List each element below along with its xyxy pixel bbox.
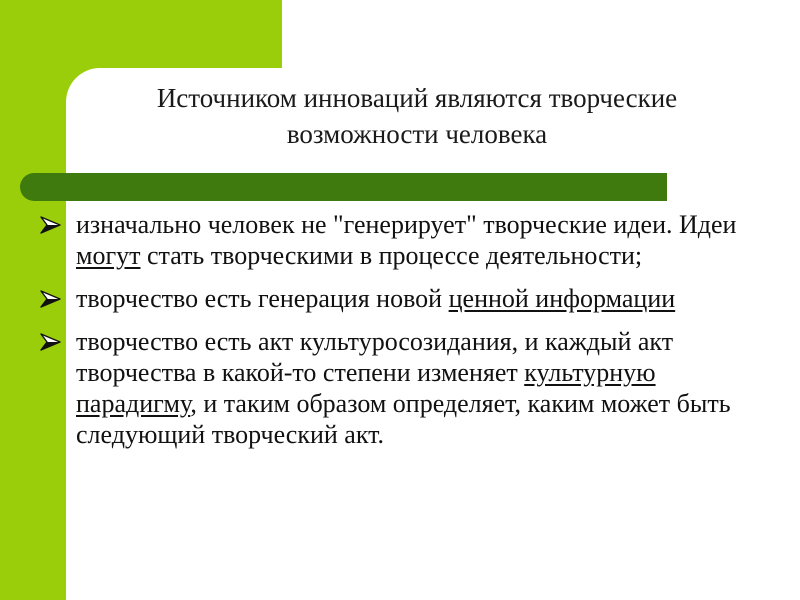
bullet-item-2 <box>40 283 770 314</box>
slide-title-line-1: Источником инноваций являются творческие <box>156 83 678 113</box>
bullet-3-underlined-text: культурную парадигму <box>76 358 656 418</box>
arrowhead-bullet-icon <box>40 215 62 235</box>
arrowhead-bullet-icon <box>40 332 62 352</box>
arrowhead-bullet-icon <box>40 289 62 309</box>
bullet-item-3 <box>40 326 770 450</box>
bullet-3-text-end: , и таким образом определяет, каким может быть следующий творческий акт. <box>76 389 731 449</box>
slide-title <box>92 80 742 152</box>
bullet-1-text-end: стать творческими в процессе деятельности; <box>140 241 643 270</box>
slide-title-line-2: возможности человека <box>286 119 548 149</box>
title-divider-bar <box>20 173 667 201</box>
bullet-3-text: творчество есть акт культуросозидания, и каждый акт творчества в какой-то степени изменяет <box>76 327 674 387</box>
bullet-1-text: изначально человек не "генерирует" творческие идеи. Идеи <box>76 210 737 239</box>
bullet-item-1 <box>40 209 770 271</box>
bullet-2-text: творчество есть генерация новой <box>76 284 449 313</box>
bullet-2-underlined-text: ценной информации <box>448 284 676 313</box>
bullet-list <box>40 209 770 462</box>
bullet-1-underlined-text: могут <box>76 241 141 270</box>
